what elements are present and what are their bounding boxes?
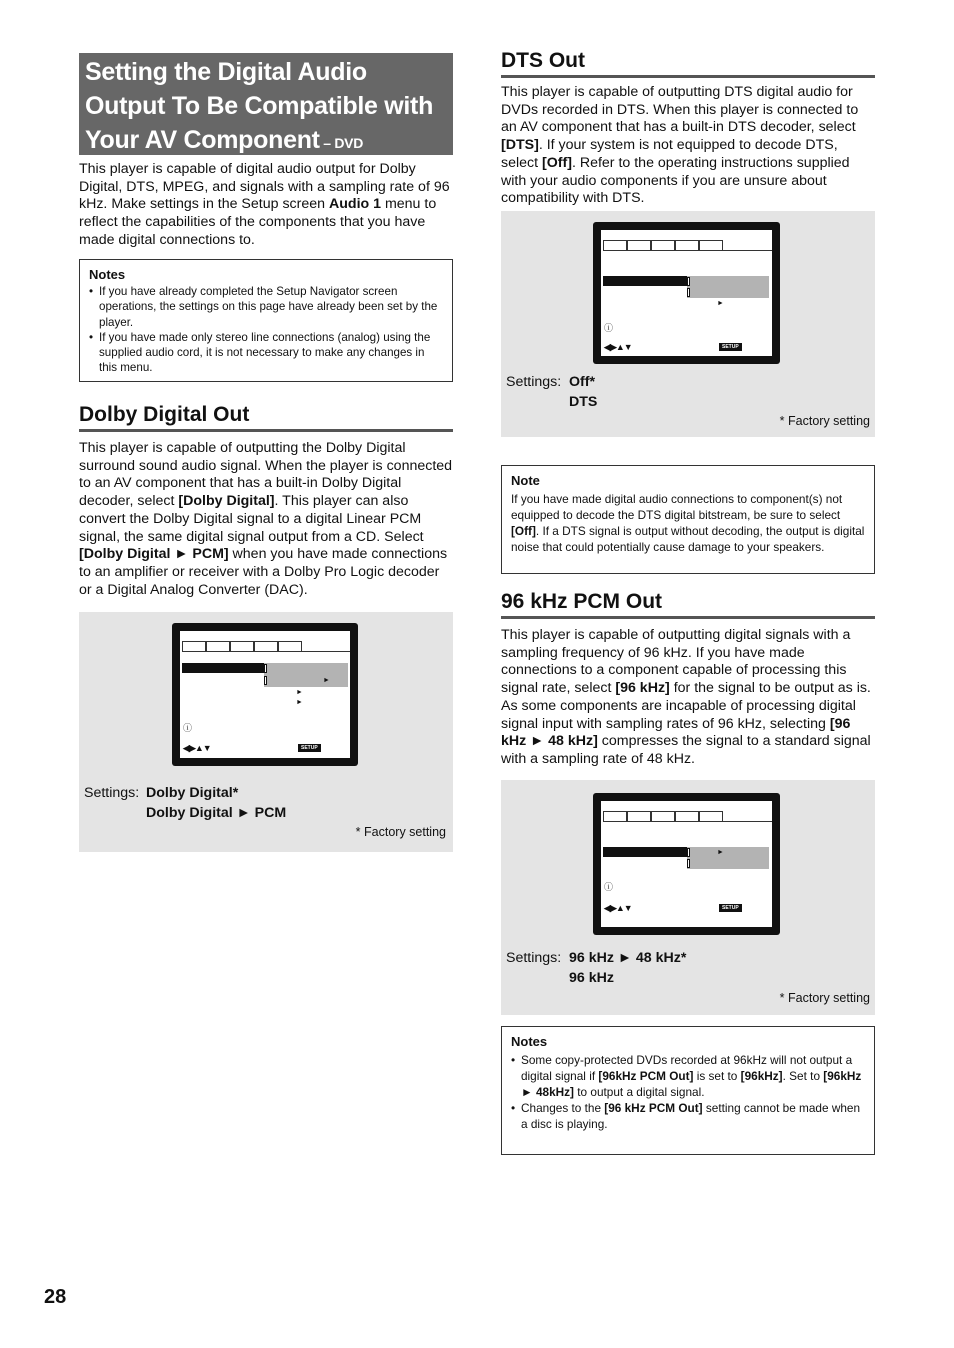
pcm-text-3: compresses the signal to a standard signal with a sampling rate of 48 kHz. <box>501 733 871 767</box>
note-bold: [96kHz PCM Out] <box>598 1069 694 1083</box>
intro-text-1: This player is capable of digital audio output for Dolby Digital, DTS, MPEG, and signals with a sampling rate of 96 kHz. Make settings in the Setup screen <box>79 161 450 213</box>
dts-bold-1: [DTS] <box>501 137 539 154</box>
section-heading-pcm: 96 kHz PCM Out <box>501 589 875 619</box>
navigation-arrows-icon: ◀▶▲▼ <box>604 903 632 913</box>
notes-heading: Notes <box>511 1034 548 1049</box>
intro-paragraph <box>79 161 455 250</box>
note-item <box>521 1052 865 1100</box>
factory-setting-note <box>780 991 870 1005</box>
osd-inner <box>601 801 772 927</box>
note-heading: Note <box>511 473 540 488</box>
section-heading-dts: DTS Out <box>501 48 875 78</box>
dts-screen-panel <box>501 211 875 437</box>
title-main: Setting the Digital Audio Output To Be Compatible with Your AV Component <box>85 58 434 154</box>
settings-option: 96 kHz ► 48 kHz* <box>569 950 687 966</box>
dolby-bold-2: [Dolby Digital ► PCM] <box>79 546 229 563</box>
settings-option: Off* <box>569 374 596 390</box>
osd-marker <box>687 288 690 297</box>
factory-label: Factory setting <box>788 414 870 428</box>
note-box-dts <box>501 465 875 574</box>
note-item: • If you have already completed the Setup Navigator screen operations, the settings on this page have already been set by the player. <box>99 284 443 330</box>
notes-box-pcm <box>501 1026 875 1155</box>
notes-list <box>511 1052 865 1132</box>
intro-text-2: menu to reflect the capabilities of the components that you have made digital connections to. <box>79 196 437 248</box>
pcm-text-2: for the signal to be output as is. As some components are incapable of processing digital signal input with sampling rates of 96 kHz, selecting <box>501 680 871 732</box>
pcm-settings <box>506 948 687 986</box>
osd-options-area <box>687 276 769 298</box>
osd-tabline <box>182 651 350 652</box>
dts-bold-2: [Off] <box>542 154 572 171</box>
pcm-bold-2: [96 kHz ► 48 kHz] <box>501 715 851 750</box>
osd-inner <box>180 631 350 758</box>
dts-text-1: This player is capable of outputting DTS digital audio for DVDs recorded in DTS. When this player is connected to an AV component that has a built-in DTS decoder, select <box>501 84 859 136</box>
dolby-osd-screen <box>172 623 358 766</box>
settings-label: Settings: <box>84 785 140 801</box>
osd-marker <box>264 676 267 685</box>
osd-tabline <box>603 821 772 822</box>
osd-arrow: ► <box>296 699 303 706</box>
info-icon: ⓘ <box>604 882 614 892</box>
dolby-text-1: This player is capable of outputting the Dolby Digital surround sound audio signal. When the player is connected to an AV component that has a built-in Dolby Digital decoder, select <box>79 440 453 510</box>
dolby-screen-panel <box>79 612 453 852</box>
dts-paragraph <box>501 84 877 208</box>
osd-tabs <box>603 811 723 821</box>
dolby-paragraph <box>79 440 455 599</box>
osd-options-area <box>687 847 769 869</box>
pcm-paragraph <box>501 627 877 769</box>
settings-label: Settings: <box>506 374 562 390</box>
osd-arrow: ► <box>323 677 330 684</box>
title-suffix: – DVD <box>319 135 364 151</box>
notes-heading: Notes <box>89 267 126 282</box>
osd-inner <box>601 230 772 356</box>
factory-star: * <box>779 414 785 428</box>
factory-star: * <box>779 991 785 1005</box>
dolby-text-2: . This player can also convert the Dolby Digital signal to a digital Linear PCM signal, the same digital signal output from a CD. Select <box>79 493 424 545</box>
settings-option: Dolby Digital ► PCM <box>146 805 287 821</box>
note-bold: [96 kHz PCM Out] <box>604 1101 703 1115</box>
note-bold: [96kHz ► 48kHz] <box>521 1069 862 1099</box>
page-number: 28 <box>44 1286 67 1308</box>
note-text: to output a digital signal. <box>573 1085 705 1099</box>
note-dts-bold: [Off] <box>511 524 536 538</box>
page-title <box>79 53 453 155</box>
note-text: setting cannot be made when a disc is playing. <box>521 1101 861 1131</box>
setup-badge: SETUP <box>719 343 742 351</box>
note-dts-text-2: . If a DTS signal is output without decoding, the output is digital noise that could potentially cause damage to your speakers. <box>511 524 865 554</box>
osd-selected-row <box>603 276 687 286</box>
osd-marker <box>264 664 267 673</box>
note-text: . Set to <box>782 1069 824 1083</box>
factory-label: Factory setting <box>788 991 870 1005</box>
settings-option: 96 kHz <box>569 970 614 986</box>
osd-selected-row <box>182 663 264 673</box>
navigation-arrows-icon: ◀▶▲▼ <box>183 743 211 753</box>
notes-list <box>89 284 443 375</box>
navigation-arrows-icon: ◀▶▲▼ <box>604 342 632 352</box>
note-dts-text-1: If you have made digital audio connections to component(s) not equipped to decode the DTS digital bitstream, be sure to select <box>511 492 843 522</box>
dts-text-3: . Refer to the operating instructions supplied with your audio components if you are unsure about compatibility with DTS. <box>501 154 850 207</box>
info-icon: ⓘ <box>604 323 614 333</box>
osd-marker <box>687 277 690 286</box>
section-heading-dolby: Dolby Digital Out <box>79 402 453 432</box>
osd-selected-row <box>603 847 687 857</box>
factory-label: Factory setting <box>364 825 446 839</box>
osd-tabline <box>603 250 772 251</box>
notes-box-top <box>79 259 453 382</box>
osd-tabs <box>182 641 302 651</box>
note-text: Changes to the <box>521 1101 605 1115</box>
dolby-settings <box>84 783 287 821</box>
setup-badge: SETUP <box>719 904 742 912</box>
settings-label: Settings: <box>506 950 562 966</box>
note-text <box>511 491 865 555</box>
dts-settings <box>506 372 598 410</box>
pcm-text-1: This player is capable of outputting digital signals with a sampling frequency of 96 kHz. If you have made connections to a component capable of processing this signal rate, select <box>501 627 851 697</box>
info-icon: ⓘ <box>183 723 193 733</box>
note-text: Some copy-protected DVDs recorded at 96kHz will not output a digital signal if <box>521 1053 853 1083</box>
dolby-bold-1: [Dolby Digital] <box>178 493 275 510</box>
settings-option: Dolby Digital* <box>146 785 239 801</box>
osd-options-area <box>264 663 348 687</box>
osd-arrow: ► <box>717 300 724 307</box>
note-bold: [96kHz] <box>740 1069 783 1083</box>
factory-setting-note <box>356 825 446 839</box>
osd-tabs <box>603 240 723 250</box>
pcm-bold-1: [96 kHz] <box>615 680 670 697</box>
note-item <box>521 1100 865 1132</box>
factory-setting-note <box>780 414 870 428</box>
osd-marker <box>687 859 690 868</box>
dts-osd-screen <box>593 222 780 364</box>
note-text: is set to <box>693 1069 741 1083</box>
osd-arrow: ► <box>717 849 724 856</box>
osd-arrow: ► <box>296 689 303 696</box>
setup-badge: SETUP <box>298 744 321 752</box>
dts-text-2: . If your system is not equipped to decode DTS, select <box>501 137 838 171</box>
osd-marker <box>687 848 690 857</box>
pcm-osd-screen <box>593 793 780 935</box>
dolby-text-3: when you have made connections to an amplifier or receiver with a Dolby Pro Logic decoder or a Digital Analog Converter (DAC). <box>79 546 448 598</box>
intro-bold-1: Audio 1 <box>328 196 382 213</box>
note-item: • If you have made only stereo line connections (analog) using the supplied audio cord, it is not necessary to make any changes in this menu. <box>99 330 443 376</box>
factory-star: * <box>355 825 361 839</box>
settings-option: DTS <box>569 394 598 410</box>
pcm-screen-panel <box>501 780 875 1015</box>
